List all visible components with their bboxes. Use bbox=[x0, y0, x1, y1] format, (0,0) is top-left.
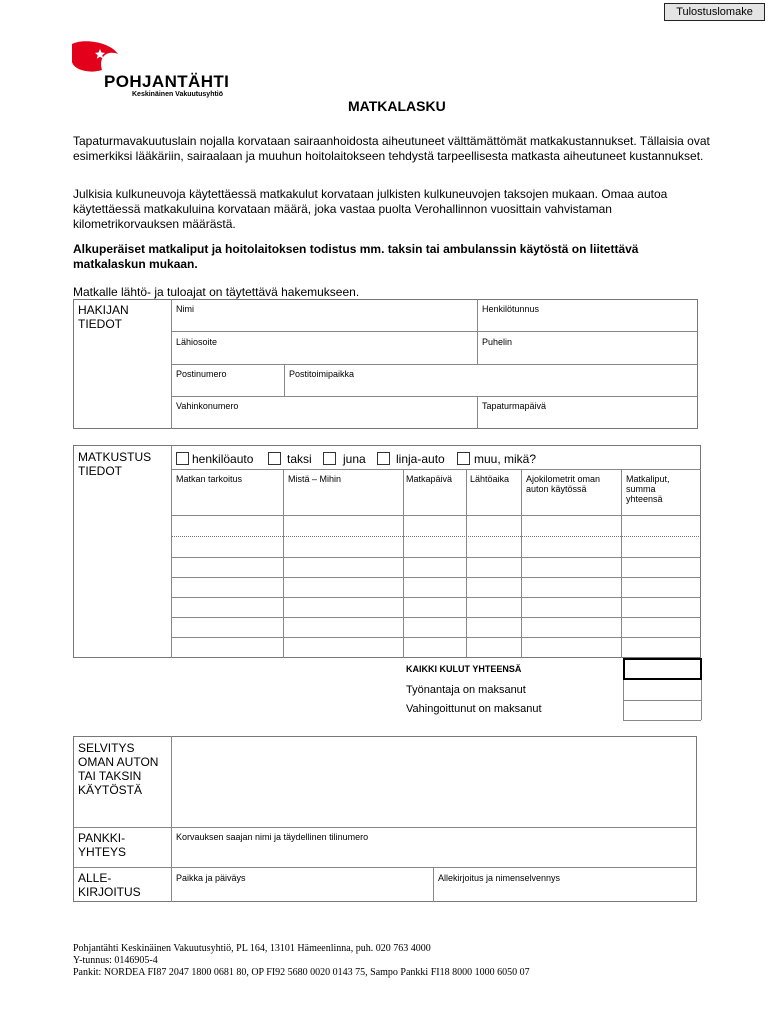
bus-checkbox[interactable] bbox=[377, 452, 390, 465]
travel-section-title: MATKUSTUS TIEDOT bbox=[78, 450, 152, 478]
applicant-section-title: HAKIJAN TIEDOT bbox=[78, 303, 129, 331]
address-label: Lähiosoite bbox=[176, 337, 218, 347]
intro-paragraph-2: Julkisia kulkuneuvoja käytettäessä matkakulut korvataan julkisten kulkuneuvojen taksojen mukaan. Omaa autoa käytettäessä matkakuluina korvataan määrä, joka vastaa puolta Verohallinnon vuosittain vahvistaman kilometrikorvauksen määrästä. bbox=[73, 187, 668, 231]
other-label: muu, mikä? bbox=[474, 452, 537, 466]
taxi-checkbox[interactable] bbox=[268, 452, 281, 465]
accident-date-label: Tapaturmapäivä bbox=[482, 401, 547, 411]
tickets-header: Matkaliput, summa yhteensä bbox=[626, 474, 670, 504]
explanation-section-title: SELVITYS OMAN AUTON TAI TAKSIN KÄYTÖSTÄ bbox=[78, 741, 159, 797]
logo-name: POHJANTÄHTI bbox=[104, 72, 230, 91]
print-form-button[interactable]: Tulostuslomake bbox=[664, 3, 765, 21]
phone-label: Puhelin bbox=[482, 337, 513, 347]
intro-paragraph-3: Alkuperäiset matkaliput ja hoitolaitoksen todistus mm. taksin tai ambulanssin käytöstä on liitettävä matkalaskun mukaan. bbox=[73, 242, 639, 271]
total-field[interactable] bbox=[623, 658, 702, 680]
table-row bbox=[171, 536, 701, 537]
train-label: juna bbox=[343, 452, 366, 466]
signature-label: Allekirjoitus ja nimenselvennys bbox=[438, 873, 561, 883]
employer-paid-label: Työnantaja on maksanut bbox=[406, 684, 526, 696]
footer-address: Pohjantähti Keskinäinen Vakuutusyhtiö, PL 164, 13101 Hämeenlinna, puh. 020 763 4000 bbox=[73, 943, 431, 954]
name-label: Nimi bbox=[176, 304, 194, 314]
intro-paragraph-1: Tapaturmavakuutuslain nojalla korvataan sairaanhoidosta aiheutuneet välttämättömät matkakustannukset. Tällaisia ovat esimerkiksi lääkäriin, sairaalaan ja muuhun hoitolaitokseen tehdystä tarpeellisesta matkasta aiheutuneet kustannukset. bbox=[73, 134, 710, 163]
from-to-header: Mistä – Mihin bbox=[288, 474, 342, 484]
table-row bbox=[171, 617, 701, 618]
ssn-label: Henkilötunnus bbox=[482, 304, 540, 314]
claim-number-label: Vahinkonumero bbox=[176, 401, 239, 411]
logo-swoosh-icon bbox=[70, 40, 120, 76]
departure-header: Lähtöaika bbox=[470, 474, 510, 484]
table-row bbox=[171, 515, 701, 516]
car-label: henkilöauto bbox=[192, 452, 254, 466]
bank-section-title: PANKKI-YHTEYS bbox=[78, 831, 127, 859]
postal-code-label: Postinumero bbox=[176, 369, 227, 379]
logo-subtitle: Keskinäinen Vakuutusyhtiö bbox=[132, 91, 224, 98]
table-row bbox=[171, 597, 701, 598]
footer-business-id: Y-tunnus: 0146905-4 bbox=[73, 955, 158, 966]
train-checkbox[interactable] bbox=[323, 452, 336, 465]
city-label: Postitoimipaikka bbox=[289, 369, 355, 379]
date-header: Matkapäivä bbox=[406, 474, 453, 484]
footer-banks: Pankit: NORDEA FI87 2047 1800 0681 80, OP FI92 5680 0020 0143 75, Sampo Pankki FI18 8000 1000 6050 07 bbox=[73, 967, 530, 978]
total-label: KAIKKI KULUT YHTEENSÄ bbox=[406, 664, 522, 674]
page-title: MATKALASKU bbox=[348, 98, 446, 114]
explanation-field[interactable] bbox=[172, 737, 696, 826]
taxi-label: taksi bbox=[287, 452, 312, 466]
insurer-paid-label: Vahingoittunut on maksanut bbox=[406, 703, 542, 715]
purpose-header: Matkan tarkoitus bbox=[176, 474, 243, 484]
bus-label: linja-auto bbox=[396, 452, 445, 466]
table-row bbox=[171, 557, 701, 558]
table-row bbox=[171, 577, 701, 578]
km-header: Ajokilometrit oman auton käytössä bbox=[526, 474, 601, 494]
car-checkbox[interactable] bbox=[176, 452, 189, 465]
place-date-label: Paikka ja päiväys bbox=[176, 873, 246, 883]
table-row bbox=[171, 637, 701, 638]
signature-section-title: ALLE-KIRJOITUS bbox=[78, 871, 141, 899]
other-checkbox[interactable] bbox=[457, 452, 470, 465]
bank-account-label: Korvauksen saajan nimi ja täydellinen tilinumero bbox=[176, 832, 369, 842]
intro-paragraph-4: Matkalle lähtö- ja tuloajat on täytettävä hakemukseen. bbox=[73, 285, 360, 299]
